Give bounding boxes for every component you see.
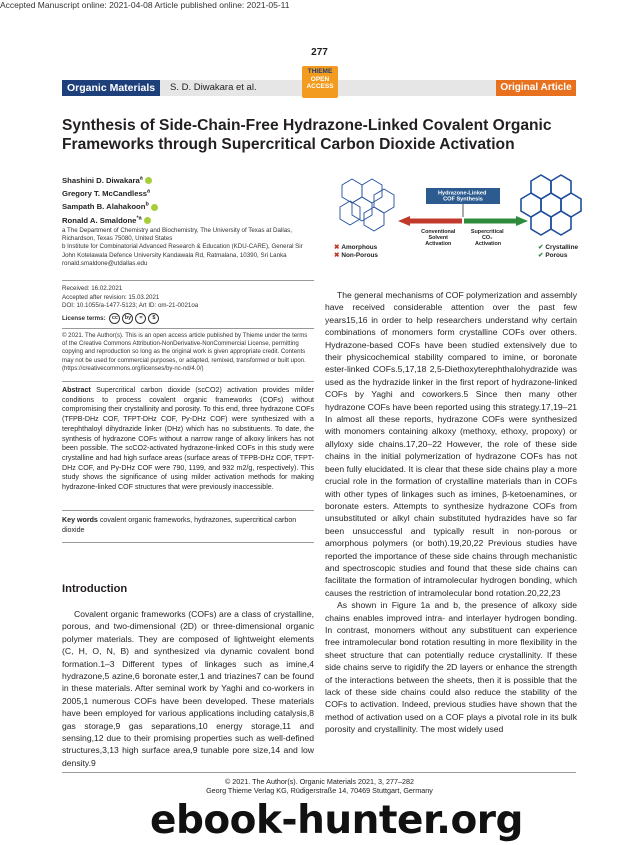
accepted-date: Accepted after revision: 15.03.2021 (62, 293, 160, 301)
divider (62, 381, 314, 382)
license-label: License terms: (62, 314, 106, 322)
footer-publisher: Georg Thieme Verlag KG, Rüdigerstraße 14, 70469 Stuttgart, Germany (206, 786, 433, 795)
method-conventional-1: Conventional (421, 229, 456, 235)
divider (62, 280, 314, 281)
page-footer (0, 777, 639, 795)
check-icon: ✔ (538, 244, 544, 251)
cross-icon: ✖ (334, 252, 340, 259)
article-type: Original Article (496, 80, 576, 96)
method-conventional-2: Solvent (428, 235, 448, 241)
thieme-open-access-logo: THIEME OPEN ACCESS (302, 66, 338, 98)
section-heading-introduction: Introduction (62, 583, 128, 595)
affiliation: b Institute for Combinatorial Advanced Research & Education (KDU-CARE), General Sir John Kotelawala Defence University Kandawala Rd, Ratmalana, 10390, Sri Lanka (62, 243, 303, 259)
crystalline-structure-icon (521, 175, 581, 235)
journal-name: Organic Materials (62, 80, 160, 96)
graphical-abstract (334, 173, 588, 265)
abstract-label: Abstract (62, 386, 91, 394)
orcid-icon[interactable] (145, 177, 152, 184)
author-list (62, 174, 158, 227)
cc-icon[interactable]: cc (109, 313, 120, 324)
bad-label-1: Amorphous (341, 244, 378, 251)
svg-text:Conventional Solvent A (421, 229, 505, 247)
amorphous-structure-icon (340, 179, 394, 231)
method-supercritical-1: Supercritical (470, 229, 504, 235)
left-column-body (62, 608, 314, 769)
orcid-icon[interactable] (144, 217, 151, 224)
keywords (62, 516, 314, 535)
article-title: Synthesis of Side-Chain-Free Hydrazone-Linked Covalent Organic Frameworks through Supercritical Carbon Dioxide Activation (62, 117, 552, 153)
right-column-body (325, 289, 577, 736)
svg-text:✖Amorphous ✖Non-Porous (334, 244, 580, 259)
nd-icon[interactable]: = (135, 313, 146, 324)
method-supercritical-2: CO₂ (482, 235, 493, 241)
nc-icon[interactable]: $ (148, 313, 159, 324)
bad-label-2: Non-Porous (341, 252, 378, 259)
affiliation: a The Department of Chemistry and Biochemistry, The University of Texas at Dallas, Richardson, Texas 75080, United States (62, 227, 292, 243)
publication-dates: Accepted Manuscript online: 2021-04-08 Article published online: 2021-05-11 (0, 0, 290, 10)
by-icon[interactable]: by (122, 313, 133, 324)
paragraph: As shown in Figure 1a and b, the presence of alkoxy side chains enables improved intra- and interlayer hydrogen bonding. In contrast, monomers without any substituent can experience free intramolecular bond rotation resulting in more flexibility in the sheet structure that can potentially reduce crystallinity. If these side chains serve to rigidify the 2D layers or enhance the strength of the interactions between the sheets, then it is possible that the lack of these side chains could also reduce the stability of the COFs to activation. Indeed, previous studies have shown that the method of activation used on a COF plays a pivotal role in its bulk porosity and crystallinity. The most widely used (325, 600, 577, 735)
svg-text:Hydrazone-Linked COF Synth (438, 191, 488, 203)
paragraph: Covalent organic frameworks (COFs) are a class of crystalline, porous, and two-dimensional (2D) or three-dimensional organic polymer materials. They are composed of lightweight elements (C, H, O, N, B) and synthesized via dynamic covalent bond formation.1–3 Different types of linkages such as imine,4 hydrazone,5 azine,6 boronate ester,1 and triazines7 can be found in these materials. After seminal work by Yaghi and co-workers in 2005,1 numerous COFs have been developed. These materials have been employed for various applications including catalysis,8 gas storage,9 gas separations,10 energy storage,11 and sensing,12 due to their promising properties such as well-defined structures,3,13 high surface area,9 tunable pore size,14 and low density.9 (62, 609, 314, 768)
page-number: 277 (311, 47, 328, 58)
author: Ronald A. Smaldone$^{*a}$ (62, 214, 158, 227)
good-label-2: Porous (545, 252, 568, 259)
footer-divider (62, 772, 576, 773)
keywords-text: covalent organic frameworks, hydrazones, supercritical carbon dioxide (62, 516, 297, 534)
author: Shashini D. Diwakara$^a$ (62, 174, 158, 187)
method-conventional-3: Activation (425, 241, 452, 247)
affiliations (62, 227, 312, 268)
footer-copyright: © 2021. The Author(s). Organic Materials 2021, 3, 277–282 (225, 777, 414, 786)
corresponding-email[interactable]: ronald.smaldone@utdallas.edu (62, 259, 148, 267)
watermark: ebook-hunter.org (150, 798, 523, 843)
keywords-label: Key words (62, 516, 98, 524)
copyright-notice: © 2021. The Author(s). This is an open access article published by Thieme under the terms of the Creative Commons Attribution-NonDerivative-NonCommercial License, permitting copying and reproduction so long as the original work is given appropriate credit. Contents may not be used for commercial purposes, or adapted, remixed, transformed or built upon. (https://creativecommons.org/licenses/by-nc-nd/4.0/) (62, 332, 308, 372)
divider (62, 510, 314, 511)
doi[interactable]: DOI: 10.1055/a-1477-5123; Art ID: om-21-0021oa (62, 302, 199, 310)
green-arrow-icon (516, 216, 528, 226)
orcid-icon[interactable] (151, 204, 158, 211)
cross-icon: ✖ (334, 244, 340, 251)
method-supercritical-3: Activation (474, 241, 502, 247)
synthesis-title-1: Hydrazone-Linked (437, 190, 487, 197)
divider (62, 542, 314, 543)
abstract (62, 386, 314, 493)
synthesis-title-2: COF Synthesis (443, 196, 483, 203)
abstract-text: Supercritical carbon dioxide (scCO2) activation provides milder conditions to process covalent organic frameworks (COFs) without compromising their crystallinity and porosity. To this end, three hydrazone COFs (TFPB-DHz COF, TFPT-DHz COF, Py-DHz COF) were synthesized with a terephthaloyl dihydrazide linker (DHz) which has no substituents. To date, the synthesis of hydrazone COFs without a narrow range of alkoxy linkers has not been possible. The scCO2-activated hydrazone-linked COFs in this study were crystalline and had high surface areas (surface areas of TFPB-DHz COF, TFPT-DHz COF, and Py-DHz COF were 790, 1199, and 932 m2/g, respectively). This study shows the significance of using milder activation methods for making hydrazone-linked COF structures that were previously inaccessible. (62, 386, 314, 492)
good-label-1: Crystalline (545, 244, 579, 251)
running-authors: S. D. Diwakara et al. (170, 82, 257, 93)
author: Sampath B. Alahakoon$^b$ (62, 200, 158, 213)
paragraph: The general mechanisms of COF polymerization and assembly have received considerable attention over the past few years15,16 in order to help researchers understand why certain combinations of monomers form crystalline COFs over others. Hydrazone-based COFs have been studied extensively due to their physicochemical stability compared to imine, or boronate ester-linked COFs.5,17,18 2,5-Diethoxyterephthalohydrazide was used as the hydrazide linker in the first report of hydrazone-linked COFs by Yaghi and coworkers.5 Since then many other hydrazone COFs have been reported using this strategy.17,19–21 In almost all these reports, hydrazone COFs were synthesized with monomers containing alkoxy (methoxy, ethoxy, propoxy) or allyloxy side chains.17,20–22 However, the role of these side chains in the initial polymerization of hydrazone COFs has not been fully elucidated. It is clear that these side chains play a more crucial role in the formation of crystalline materials than in COFs with other types of linkages such as imines, β-ketoenamines, or boronate esters. Attempts to synthesize hydrazone COFs from unsubstituted or alkyl chain substituted hydrazides have so far been unsuccessful and typically result in non-porous or amorphous polymers (or both).19,20,22 Previous studies have reported the importance of these side chains through mechanistic and spectroscopic studies and found that these side chains can facilitate the formation of intramolecular hydrogen bonding, which causes the restriction of intramolecular bond rotation.20,22,23 (325, 290, 577, 598)
check-icon: ✔ (538, 252, 544, 259)
received-date: Received: 16.02.2021 (62, 285, 123, 292)
author: Gregory T. McCandless$^a$ (62, 188, 151, 199)
divider (62, 328, 314, 329)
red-arrow-icon (398, 216, 410, 226)
